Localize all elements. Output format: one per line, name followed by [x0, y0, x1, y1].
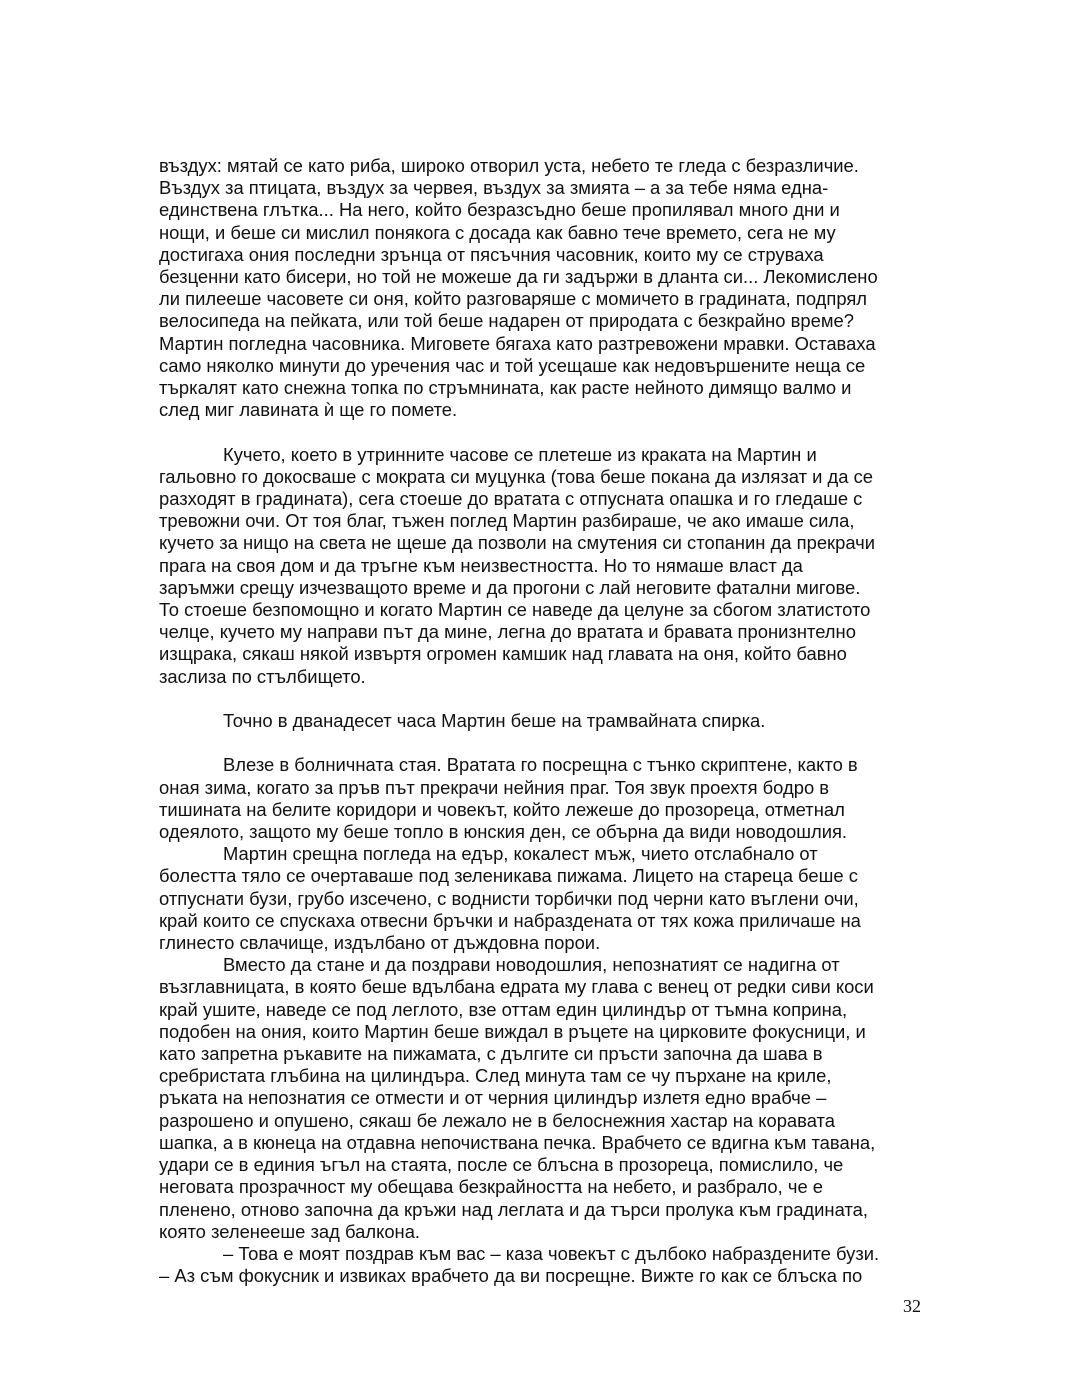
text-line: Влезе в болничната стая. Вратата го посрещна с тънко скриптене, както в — [223, 754, 858, 776]
text-line: челце, кучето му направи път да мине, легна до вратата и бравата пронизнтелно — [159, 621, 856, 643]
text-line: кучето за нищо на света не щеше да позволи на смутения си стопанин да прекрачи — [159, 532, 876, 554]
text-line: ръката на непознатия се отмести и от черния цилиндър излетя едно врабче – — [159, 1087, 827, 1109]
text-line: само няколко минути до уречения час и той усещаше как недовършените неща се — [159, 354, 866, 376]
text-line: тишината на белите коридори и човекът, който лежеше до прозореца, отметнал — [159, 798, 845, 820]
text-line: като запретна ръкавите на пижамата, с дългите си пръсти започна да шава в — [159, 1043, 823, 1065]
text-line: Вместо да стане и да поздрави новодошлия, непознатият се надигна от — [223, 954, 840, 976]
text-line: Точно в дванадесет часа Мартин беше на трамвайната спирка. — [223, 710, 766, 732]
text-line: – Това е моят поздрав към вас – каза човекът с дълбоко набраздените бузи. — [223, 1242, 880, 1264]
text-line: възглавницата, в която беше вдълбана едрата му глава с венец от редки сиви коси — [159, 976, 874, 998]
text-line: удари се в единия ъгъл на стаята, после се блъсна в прозореца, помислило, че — [159, 1154, 844, 1176]
text-line: Кучето, което в утринните часове се плетеше из краката на Мартин и — [223, 443, 817, 465]
text-line: разходят в градината), сега стоеше до вратата с отпусната опашка и го гледаше с — [159, 488, 863, 510]
text-line: прага на своя дом и да тръгне към неизвестността. Но то нямаше власт да — [159, 554, 803, 576]
text-line: болестта тяло се очертаваше под зеленикава пижама. Лицето на стареца беше с — [159, 865, 858, 887]
text-line: достигаха ония последни зрънца от пясъчния часовник, които му се струваха — [159, 243, 824, 265]
text-line: която зеленееше зад балкона. — [159, 1220, 421, 1242]
text-line: край които се спускаха отвесни бръчки и набраздената от тях кожа приличаше на — [159, 909, 861, 931]
paragraph-gap — [159, 688, 929, 710]
text-line: шапка, а в кюнеца на отдавна непочиствана печка. Врабчето се вдигна към тавана, — [159, 1131, 876, 1153]
text-line: безценни като бисери, но той не можеше да ги задържи в дланта си... Лекомислено — [159, 266, 878, 288]
text-line: глинесто свлачище, издълбано от дъждовна порои. — [159, 932, 601, 954]
text-line: въздух: мятай се като риба, широко отворил уста, небето те гледа с безразличие. — [159, 155, 859, 176]
text-line: единствена глътка... На него, който безразсъдно беше пропилявал много дни и — [159, 199, 840, 221]
text-line: ли пилееше часовете си оня, който разговаряше с момичето в градината, подпрял — [159, 288, 868, 310]
text-line: Мартин срещна погледа на едър, кокалест мъж, чието отслабнало от — [223, 843, 818, 865]
text-line: сребристата глъбина на цилиндъра. След минута там се чу пърхане на криле, — [159, 1065, 832, 1087]
text-line: неговата прозрачност му обещава безкрайността на небето, и разбрало, че е — [159, 1176, 824, 1198]
text-line: след миг лавината ѝ ще го помете. — [159, 399, 458, 421]
text-line: тревожни очи. От тоя благ, тъжен поглед Мартин разбираше, че ако имаше сила, — [159, 510, 855, 532]
text-line: гальовно го докосваше с мократа си муцунка (това беше покана да излязат и да се — [159, 465, 874, 487]
text-line: Въздух за птицата, въздух за червея, въздух за змията – а за тебе няма една- — [159, 177, 829, 199]
paragraph-gap — [159, 732, 929, 754]
text-line: изщрака, сякаш някой извъртя огромен камшик над главата на оня, който бавно — [159, 643, 847, 665]
page-number: 32 — [903, 1296, 921, 1316]
text-line: заръмжи срещу изчезващото време и да прогони с лай неговите фатални мигове. — [159, 576, 861, 598]
text-line: подобен на ония, които Мартин беше виждал в ръцете на цирковите фокусници, и — [159, 1020, 866, 1042]
body-text — [159, 155, 929, 1287]
text-line: велосипеда на пейката, или той беше надарен от природата с безкрайно време? — [159, 310, 854, 332]
text-line: разрошено и опушено, сякаш бе лежало не в белоснежния хастар на коравата — [159, 1109, 835, 1131]
text-line: край ушите, наведе се под леглото, взе оттам един цилиндър от тъмна коприна, — [159, 998, 848, 1020]
text-line: – Аз съм фокусник и извиках врабчето да ви посрещне. Вижте го как се блъска по — [159, 1265, 863, 1287]
text-line: заслиза по стълбището. — [159, 665, 366, 687]
text-line: одеялото, защото му беше топло в юнския ден, се обърна да види новодошлия. — [159, 821, 848, 843]
text-line: Мартин погледна часовника. Миговете бягаха като разтревожени мравки. Оставаха — [159, 332, 876, 354]
text-line: оная зима, когато за пръв път прекрачи нейния праг. Тоя звук проехтя бодро в — [159, 776, 830, 798]
text-line: пленено, отново започна да кръжи над леглата и да търси пролука към градината, — [159, 1198, 868, 1220]
text-line: търкалят като снежна топка по стръмнината, как расте нейното димящо валмо и — [159, 377, 852, 399]
text-line: То стоеше безпомощно и когато Мартин се наведе да целуне за сбогом златистото — [159, 599, 871, 621]
text-line: нощи, и беше си мислил понякога с досада как бавно тече времето, сега не му — [159, 221, 836, 243]
text-line: отпуснати бузи, грубо изсечено, с воднисти торбички под черни като въглени очи, — [159, 887, 859, 909]
paragraph-gap — [159, 421, 929, 443]
